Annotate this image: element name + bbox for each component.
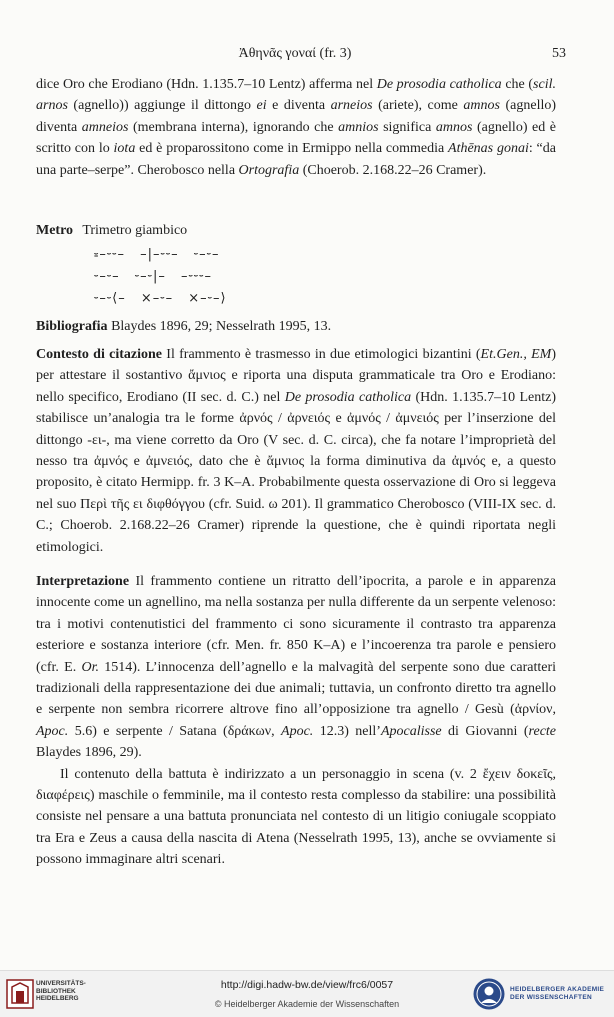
permalink-url[interactable]: http://digi.hadw-bw.de/view/frc6/0057: [220, 979, 394, 991]
text-run: De prosodia catholica: [284, 389, 412, 405]
viewer-footer: [0, 970, 614, 1017]
bibliography-text: [36, 316, 556, 337]
library-line-3: HEIDELBERG: [36, 995, 79, 1002]
interpretation-text-2: [36, 764, 556, 871]
text-run: che (: [501, 77, 534, 92]
academy-name: [510, 986, 604, 1002]
text-run: Blaydes 1896, 29; Nesselrath 1995, 13.: [107, 319, 332, 334]
paragraph-etymology: [36, 74, 556, 181]
text-run: Et.Gen., EM: [480, 347, 552, 362]
running-head: [0, 46, 614, 66]
text-run: di Giovanni (: [441, 723, 529, 739]
interpretation-text: [36, 571, 556, 764]
metre-scheme-line-2: ⏑–⏑– ⏑–⏑|– –⏑⏑⏑–: [94, 269, 212, 284]
library-line-2: BIBLIOTHEK: [36, 987, 76, 995]
text-run: amnos: [435, 119, 473, 135]
paragraph-text: [36, 74, 556, 181]
bibliography-section: [36, 316, 556, 337]
text-run: Il contenuto della battuta è indirizzato a un personaggio in scena (v. 2 ἔχειν δοκεῖς, διαφέρεις) maschile o femminile, ma il contesto resta complesso da stabilire: una possibilità consiste nel pensare a una battuta pronunciata nel contesto di un litigio coniugale scoppiato tra Era e Zeus a causa della nascita di Atena (Nesselrath 1995, 13), anche se ovviamente si possono immaginare altri scenari.: [36, 766, 556, 868]
text-run: Il frammento è trasmesso in due etimologici bizantini (: [162, 347, 481, 362]
page-number: 53: [552, 46, 566, 61]
metre-name: Trimetro giambico: [82, 223, 188, 238]
text-run: 1514). L’innocenza dell’agnello e la malvagità del serpente sono due caratteri tradizionali della rappresentazione dei due animali; tuttavia, un confronto diretto tra agnello e serpente non sembra ricorrere altrove fino all’opposizione tra agnello / Gesù (ἀρνίον,: [36, 659, 556, 718]
text-run: (agnello) diventa: [36, 98, 557, 135]
text-run: (agnello)) aggiunge il dittongo: [67, 98, 257, 114]
text-run: amnos: [463, 98, 500, 114]
metre-section: [36, 220, 227, 310]
interpretation-section: [36, 571, 556, 871]
text-run: Apoc.: [281, 723, 314, 739]
copyright-notice: © Heidelberger Akademie der Wissenschaften: [214, 999, 400, 1009]
text-run: dice Oro che Erodiano (Hdn. 1.135.7–10 Lentz) afferma nel: [36, 77, 377, 92]
text-run: Il frammento contiene un ritratto dell’ipocrita, a parole e in apparenza innocente come un agnellino, ma nella sostanza per nulla differente da un serpente velenoso: tra i motivi contenutistici del frammento ci sono sicuramente il contrasto tra apparenza esteriore e sostanza interiore (cfr. Men. fr. 850 K–A) e l’incoerenza tra parole e pensiero (cfr. E.: [36, 574, 556, 675]
text-run: Ortografia: [238, 162, 300, 178]
text-run: arneios: [330, 98, 373, 114]
academy-line-2: DER WISSENSCHAFTEN: [510, 994, 592, 1001]
text-run: (membrana interna), ignorando che: [128, 119, 339, 135]
text-run: significa: [378, 119, 436, 135]
text-run: amneios: [81, 119, 129, 135]
text-run: Bibliografia: [36, 319, 108, 334]
metre-heading: [36, 220, 227, 242]
text-run: 5.6) e serpente / Satana (δράκων,: [68, 723, 282, 739]
text-run: ed è proparossitono come in Ermippo nella commedia: [135, 141, 449, 157]
text-run: Interpretazione: [36, 574, 130, 589]
text-run: (Hdn. 1.135.7–10 Lentz) stabilisce un’analogia tra le forme ἀρνός / ἀρνειός e ἀμνός / ἀμνειός per l’inserzione del dittongo -ει-, ma viene corretto da Oro (V sec. d. C. circa), che fa notare l’improprietà del nesso tra ἀμνός e ἀμνειός, dato che è ἄμνιος la forma diminutiva da ἀμνός e, a questo proposito, è citato Hermipp. fr. 3 K–A. Probabilmente questa osservazione di Oro si leggeva nel suo Περὶ τῆς ει διφθόγγου (cfr. Suid. ω 201). Il grammatico Cherobosco (VIII-IX sec. d. C.; Choerob. 2.168.22–26 Cramer) riprende la questione, che è quindi riportata negli etimologici.: [36, 389, 557, 555]
text-run: 12.3) nell’: [313, 723, 381, 739]
text-run: recte: [528, 723, 557, 739]
text-run: Or.: [81, 659, 99, 675]
text-run: Apocalisse: [380, 723, 442, 739]
text-run: (Choerob. 2.168.22–26 Cramer).: [299, 162, 487, 178]
academy-line-1: HEIDELBERGER AKADEMIE: [510, 986, 605, 993]
text-run: (ariete), come: [372, 98, 464, 114]
text-run: (agnello) ed è scritto con lo: [36, 119, 556, 157]
citation-context-section: [36, 344, 556, 558]
metre-scheme-line-3: ⏑–⏑⟨– ×–⏑– ×–⏑–⟩: [94, 291, 227, 306]
text-run: Athēnas gonai: [448, 141, 529, 157]
metre-scheme-line-1: ⏓–⏑⏑– –|–⏑⏑– ⏑–⏑–: [94, 247, 220, 262]
text-run: Contesto di citazione: [36, 347, 163, 362]
citation-context-text: [36, 344, 556, 558]
text-run: ei: [256, 98, 267, 114]
text-run: Apoc.: [36, 723, 69, 739]
text-run: De prosodia catholica: [376, 77, 502, 92]
running-title: Ἀθηνᾶς γοναί (fr. 3): [238, 46, 352, 61]
text-run: ) per attestare il sostantivo ἄμνιος e riporta una disputa grammaticale tra Oro e Erodiano: nello specifico, Erodiano (II sec. d. C.) nel: [36, 347, 556, 405]
text-run: e diventa: [266, 98, 331, 114]
text-run: amnios: [338, 119, 379, 135]
text-run: Blaydes 1896, 29).: [36, 745, 142, 761]
academy-seal-icon: [472, 977, 506, 1011]
text-run: : “da una parte–serpe”. Cherobosco nella: [36, 141, 556, 178]
text-run: iota: [113, 141, 136, 157]
library-line-1: UNIVERSITÄTS-: [36, 980, 86, 987]
metre-label: Metro: [36, 223, 74, 238]
text-run: scil. arnos: [36, 77, 556, 114]
